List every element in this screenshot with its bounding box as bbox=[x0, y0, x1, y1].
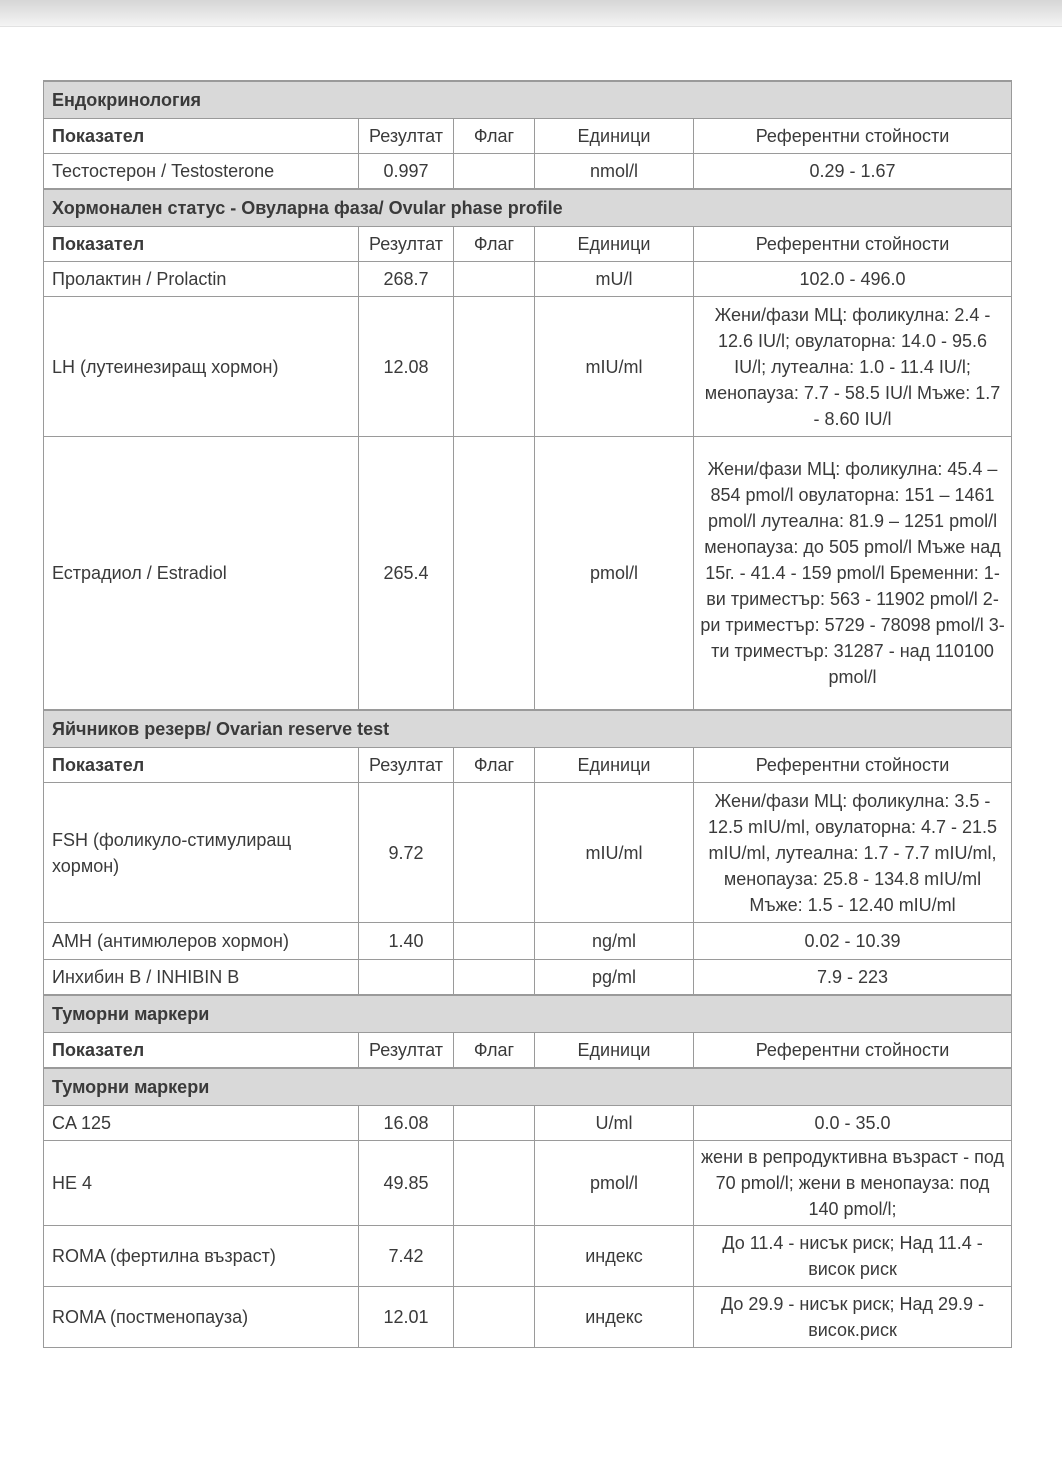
col-reference-header: Референтни стойности bbox=[694, 119, 1012, 154]
test-units: pg/ml bbox=[535, 960, 694, 996]
table-row bbox=[44, 1226, 1012, 1287]
test-result: 12.08 bbox=[359, 297, 454, 437]
test-result: 12.01 bbox=[359, 1287, 454, 1348]
section-header bbox=[44, 189, 1012, 227]
table-row bbox=[44, 923, 1012, 960]
table-row bbox=[44, 960, 1012, 996]
test-flag bbox=[454, 262, 535, 297]
test-flag bbox=[454, 1106, 535, 1141]
test-flag bbox=[454, 1287, 535, 1348]
col-flag-header: Флаг bbox=[454, 748, 535, 783]
column-header-row bbox=[44, 748, 1012, 783]
subsection-title: Туморни маркери bbox=[44, 1068, 1012, 1106]
test-flag bbox=[454, 960, 535, 996]
test-name: FSH (фоликуло-стимулиращ хормон) bbox=[44, 783, 359, 923]
col-reference-header: Референтни стойности bbox=[694, 227, 1012, 262]
test-flag bbox=[454, 437, 535, 711]
test-name: CA 125 bbox=[44, 1106, 359, 1141]
test-reference: Жени/фази МЦ: фоликулна: 45.4 – 854 pmol/l овулаторна: 151 – 1461 pmol/l лутеална: 81.9 – 1251 pmol/l менопауза: до 505 pmol/l Мъже над 15г. - 41.4 - 159 pmol/l Бременни: 1-ви триместър: 563 - 11902 pmol/l 2-ри триместър: 5729 - 78098 pmol/l 3-ти триместър: 31287 - над 110100 pmol/l bbox=[694, 437, 1012, 711]
col-result-header: Резултат bbox=[359, 748, 454, 783]
test-flag bbox=[454, 783, 535, 923]
section-header bbox=[44, 710, 1012, 748]
col-reference-header: Референтни стойности bbox=[694, 1033, 1012, 1069]
test-reference: 7.9 - 223 bbox=[694, 960, 1012, 996]
col-units-header: Единици bbox=[535, 119, 694, 154]
test-units: mIU/ml bbox=[535, 783, 694, 923]
test-units: pmol/l bbox=[535, 437, 694, 711]
col-result-header: Резултат bbox=[359, 1033, 454, 1069]
lab-results-table bbox=[43, 80, 1012, 1348]
table-row bbox=[44, 154, 1012, 190]
test-units: индекс bbox=[535, 1287, 694, 1348]
subsection-header bbox=[44, 1068, 1012, 1106]
test-result: 49.85 bbox=[359, 1141, 454, 1226]
test-reference: До 11.4 - нисък риск; Над 11.4 - висок риск bbox=[694, 1226, 1012, 1287]
test-name: Тестостерон / Testosterone bbox=[44, 154, 359, 190]
test-name: LH (лутеинезиращ хормон) bbox=[44, 297, 359, 437]
column-header-row bbox=[44, 119, 1012, 154]
test-result: 268.7 bbox=[359, 262, 454, 297]
col-units-header: Единици bbox=[535, 1033, 694, 1069]
test-name: АМН (антимюлеров хормон) bbox=[44, 923, 359, 960]
col-reference-header: Референтни стойности bbox=[694, 748, 1012, 783]
col-name-header: Показател bbox=[44, 119, 359, 154]
test-units: pmol/l bbox=[535, 1141, 694, 1226]
col-flag-header: Флаг bbox=[454, 227, 535, 262]
table-row bbox=[44, 437, 1012, 711]
test-name: Инхибин В / INHIBIN B bbox=[44, 960, 359, 996]
test-reference: 102.0 - 496.0 bbox=[694, 262, 1012, 297]
col-name-header: Показател bbox=[44, 1033, 359, 1069]
col-flag-header: Флаг bbox=[454, 1033, 535, 1069]
test-units: mIU/ml bbox=[535, 297, 694, 437]
test-result: 16.08 bbox=[359, 1106, 454, 1141]
col-units-header: Единици bbox=[535, 748, 694, 783]
test-result: 9.72 bbox=[359, 783, 454, 923]
test-reference: Жени/фази МЦ: фоликулна: 2.4 - 12.6 IU/l; овулаторна: 14.0 - 95.6 IU/l; лутеална: 1.0 - 11.4 IU/l; менопауза: 7.7 - 58.5 IU/l Мъже: 1.7 - 8.60 IU/l bbox=[694, 297, 1012, 437]
test-name: Естрадиол / Estradiol bbox=[44, 437, 359, 711]
col-name-header: Показател bbox=[44, 227, 359, 262]
test-units: mU/l bbox=[535, 262, 694, 297]
section-header bbox=[44, 995, 1012, 1033]
section-title: Яйчников резерв/ Ovarian reserve test bbox=[44, 710, 1012, 748]
test-flag bbox=[454, 1141, 535, 1226]
test-result bbox=[359, 960, 454, 996]
test-flag bbox=[454, 923, 535, 960]
test-flag bbox=[454, 297, 535, 437]
test-units: nmol/l bbox=[535, 154, 694, 190]
section-header bbox=[44, 81, 1012, 119]
column-header-row bbox=[44, 227, 1012, 262]
test-name: HE 4 bbox=[44, 1141, 359, 1226]
col-result-header: Резултат bbox=[359, 119, 454, 154]
test-flag bbox=[454, 1226, 535, 1287]
test-result: 7.42 bbox=[359, 1226, 454, 1287]
col-flag-header: Флаг bbox=[454, 119, 535, 154]
test-reference: 0.02 - 10.39 bbox=[694, 923, 1012, 960]
table-row bbox=[44, 783, 1012, 923]
col-units-header: Единици bbox=[535, 227, 694, 262]
col-name-header: Показател bbox=[44, 748, 359, 783]
test-result: 265.4 bbox=[359, 437, 454, 711]
test-result: 1.40 bbox=[359, 923, 454, 960]
table-row bbox=[44, 262, 1012, 297]
test-name: ROMA (постменопауза) bbox=[44, 1287, 359, 1348]
section-title: Ендокринология bbox=[44, 81, 1012, 119]
test-result: 0.997 bbox=[359, 154, 454, 190]
table-row bbox=[44, 1141, 1012, 1226]
section-title: Хормонален статус - Овуларна фаза/ Ovular phase profile bbox=[44, 189, 1012, 227]
test-reference: До 29.9 - нисък риск; Над 29.9 - висок.риск bbox=[694, 1287, 1012, 1348]
table-row bbox=[44, 1287, 1012, 1348]
test-reference: жени в репродуктивна възраст - под 70 pmol/l; жени в менопауза: под 140 pmol/l; bbox=[694, 1141, 1012, 1226]
test-units: индекс bbox=[535, 1226, 694, 1287]
table-row bbox=[44, 297, 1012, 437]
test-name: ROMA (фертилна възраст) bbox=[44, 1226, 359, 1287]
test-flag bbox=[454, 154, 535, 190]
test-reference: 0.0 - 35.0 bbox=[694, 1106, 1012, 1141]
column-header-row bbox=[44, 1033, 1012, 1069]
test-reference: 0.29 - 1.67 bbox=[694, 154, 1012, 190]
section-title: Туморни маркери bbox=[44, 995, 1012, 1033]
test-name: Пролактин / Prolactin bbox=[44, 262, 359, 297]
top-bar bbox=[0, 0, 1062, 27]
col-result-header: Резултат bbox=[359, 227, 454, 262]
test-units: U/ml bbox=[535, 1106, 694, 1141]
test-units: ng/ml bbox=[535, 923, 694, 960]
table-row bbox=[44, 1106, 1012, 1141]
test-reference: Жени/фази МЦ: фоликулна: 3.5 - 12.5 mIU/ml, овулаторна: 4.7 - 21.5 mIU/ml, лутеална: 1.7 - 7.7 mIU/ml, менопауза: 25.8 - 134.8 mIU/ml Мъже: 1.5 - 12.40 mIU/ml bbox=[694, 783, 1012, 923]
